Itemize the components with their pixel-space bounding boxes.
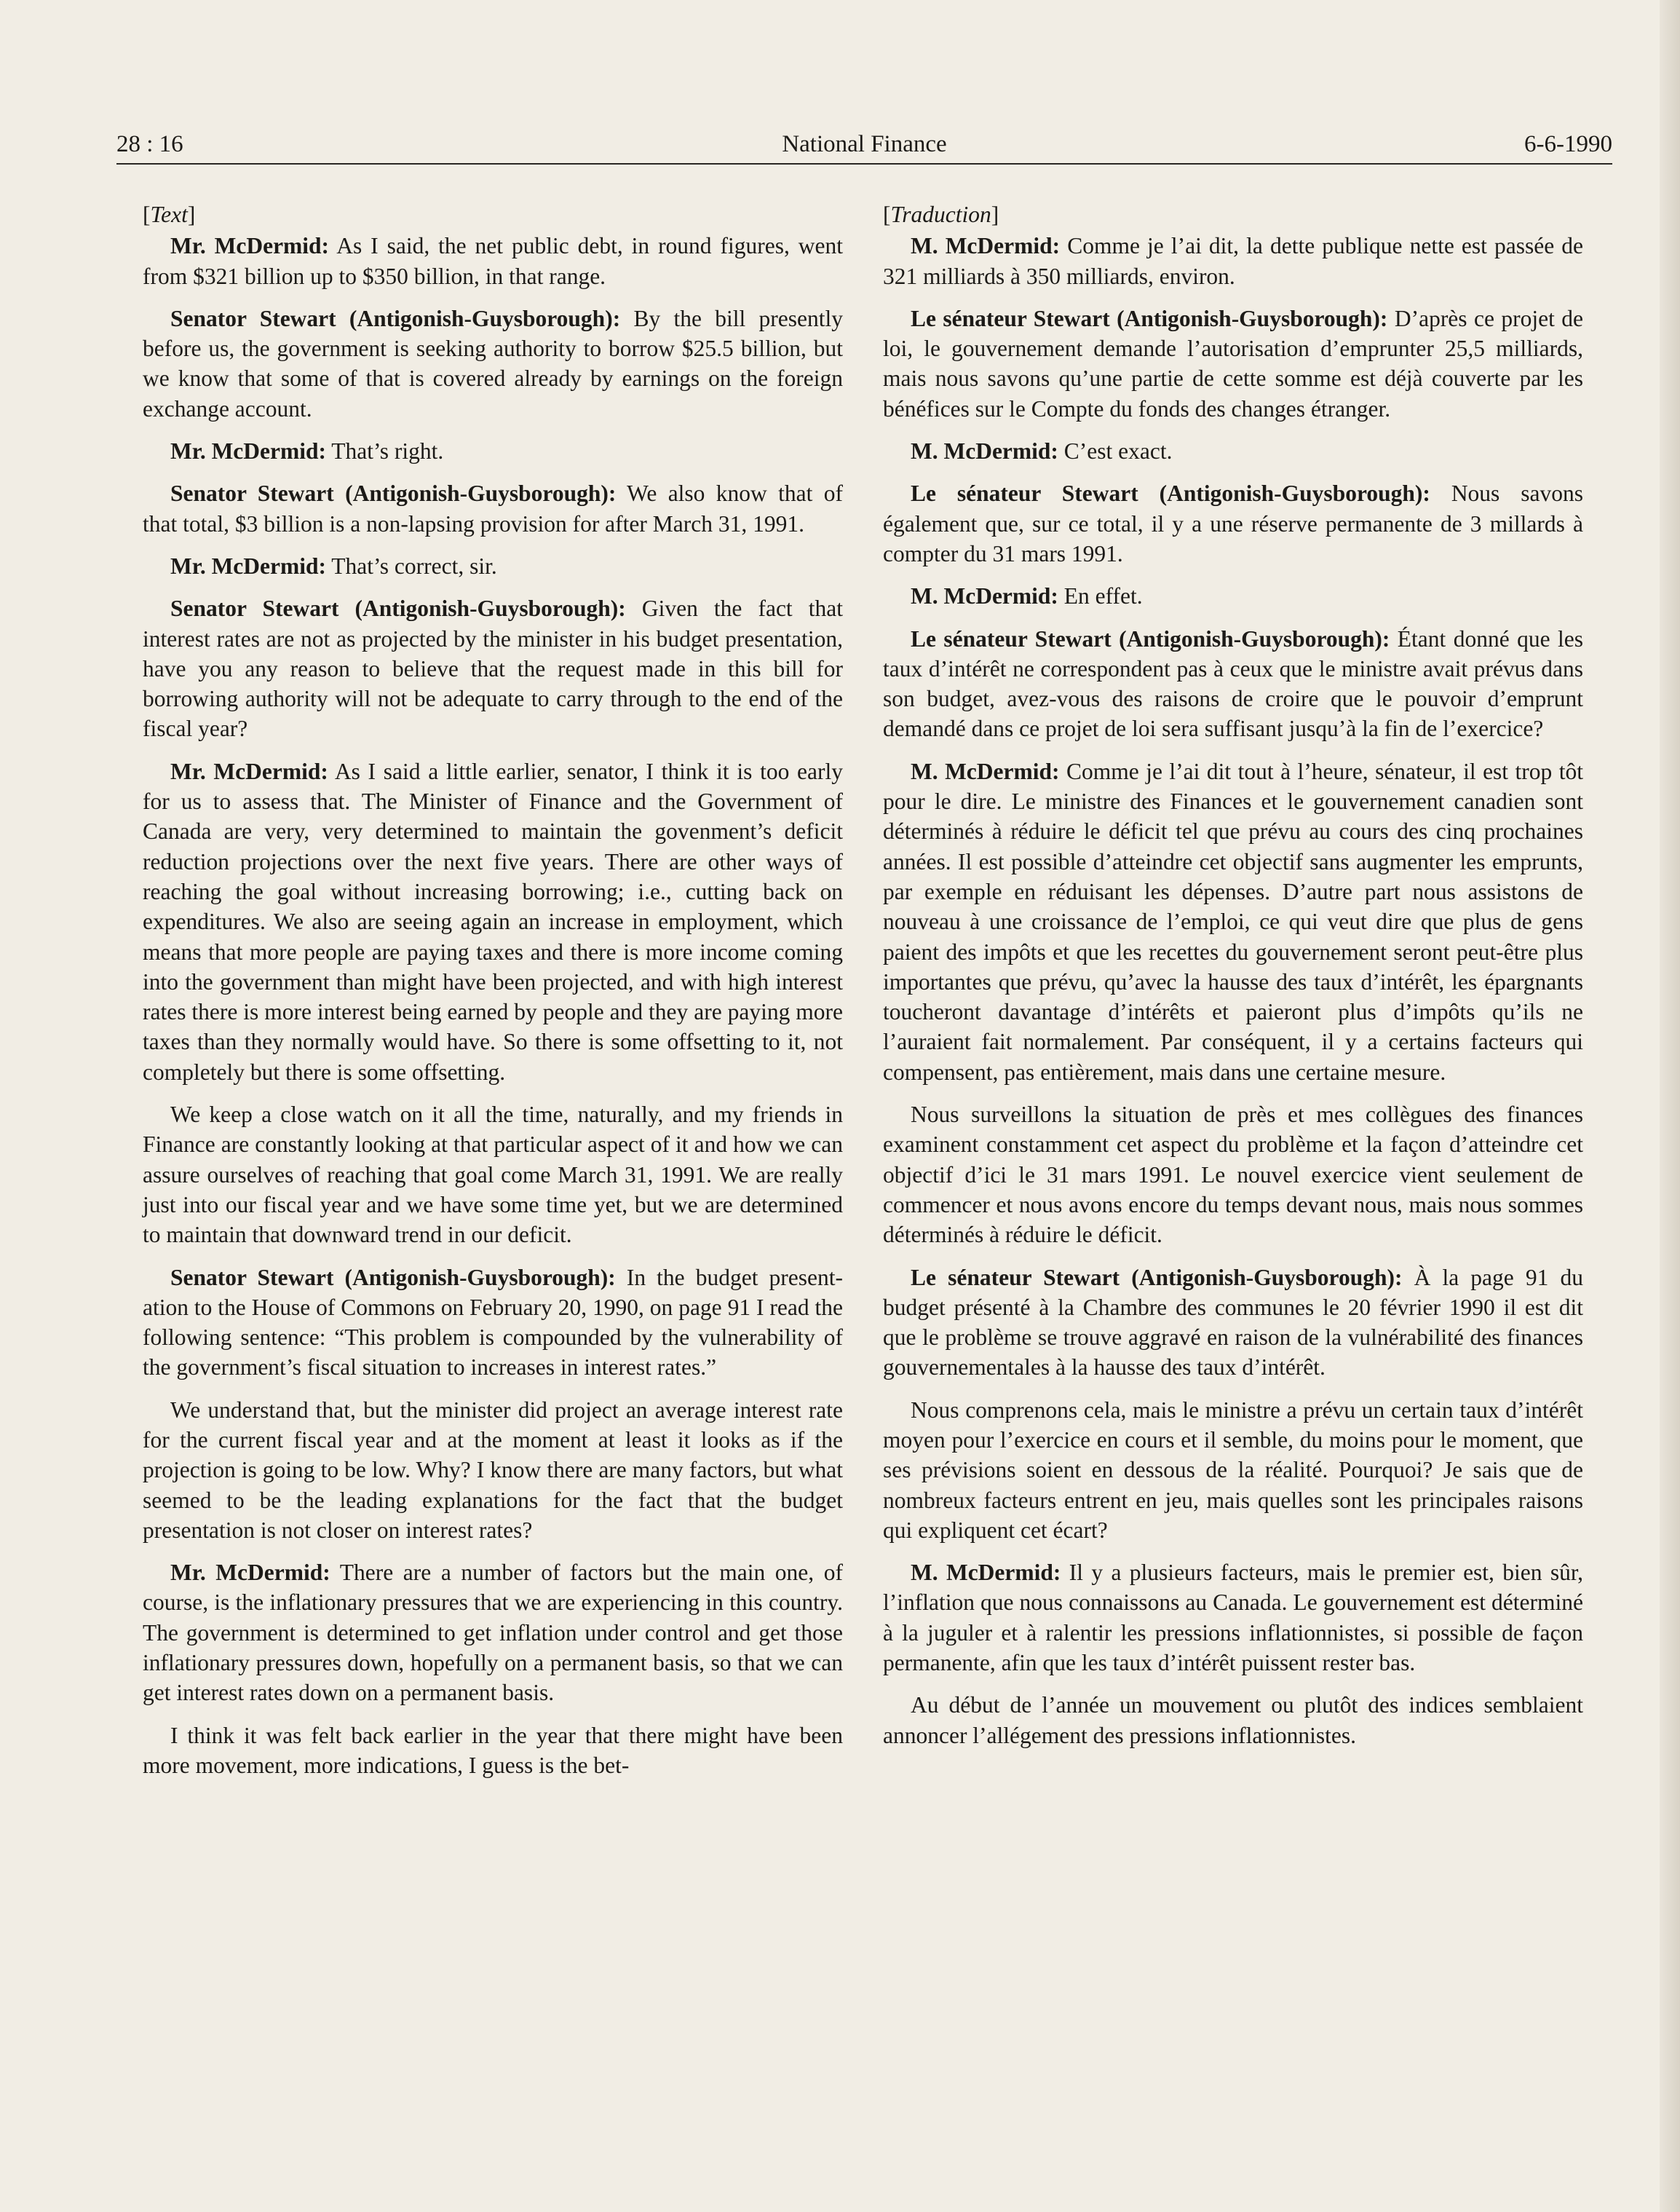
speaker-name: Le sénateur Stewart (Antigonish-Guysborough):: [911, 1264, 1403, 1290]
header-rule: [116, 163, 1612, 165]
speaker-name: Mr. McDermid:: [170, 1560, 330, 1586]
page-number: 28 : 16: [116, 131, 183, 157]
transcript-paragraph: [883, 624, 1583, 744]
page-edge-shadow: [1660, 0, 1680, 2212]
speaker-name: Senator Stewart (Antigonish-Guysborough):: [170, 596, 626, 622]
english-column: [143, 200, 843, 1793]
transcript-paragraph: [883, 1395, 1583, 1545]
speaker-name: M. McDermid:: [911, 758, 1060, 784]
paragraph-text: Comme je l’ai dit tout à l’heure, sénateur, il est trop tôt pour le dire. Le ministre des Finances et le gouvernement canadien sont déterminés à réduire le déficit tel que prévu au cours des cinq prochaines années. Il est possible d’atteindre cet objectif sans augmenter les emprunts, par exemple en réduisant les dépenses. D’autre part nous assistons de nouveau à une croissance de l’emploi, ce qui veut dire que plus de gens paient des impôts et que les recettes du gouvernement seront peut-être plus importantes que prévu, qu’avec la hausse des taux d’intérêt, les épargnants toucheront davantage d’intérêts et paieront plus d’impôts qu’ils ne l’auraient fait normalement. Par conséquent, il y a certains facteurs qui compensent, pas entièrement, mais dans une certaine mesure.: [883, 758, 1584, 1085]
speaker-name: Mr. McDermid:: [170, 553, 326, 579]
transcript-paragraph: [143, 1099, 843, 1249]
paragraph-text: En effet.: [1058, 583, 1143, 609]
paragraph-text: D’après ce projet de loi, le gouvernement demande l’autorisation d’emprunter 25,5 milliards, mais nous savons qu’une partie de cette somme est déjà couverte par les bénéfices sur le Compte du fonds des changes étranger.: [883, 305, 1584, 422]
speaker-name: Senator Stewart (Antigonish-Guysborough):: [170, 305, 621, 331]
transcript-paragraph: [143, 231, 843, 291]
section-label: [Traduction]: [883, 202, 999, 227]
paragraph-text: C’est exact.: [1058, 438, 1173, 465]
speaker-name: M. McDermid:: [911, 233, 1061, 259]
transcript-paragraph: [883, 231, 1583, 291]
transcript-paragraph: [143, 551, 843, 581]
transcript-paragraph: [883, 304, 1583, 424]
paragraph-text: That’s correct, sir.: [326, 553, 497, 579]
transcript-paragraph: [883, 581, 1583, 611]
transcript-paragraph: [883, 1099, 1583, 1249]
transcript-paragraph: [143, 478, 843, 539]
paragraph-text: We also know that of that total, $3 billion is a non-lapsing provision for after March 31, 1991.: [143, 481, 843, 537]
paragraph-text: Nous comprenons cela, mais le ministre a prévu un certain taux d’intérêt moyen pour l’exercice en cours et il semble, du moins pour le moment, que ses prévisions soient en dessous de la réalité. Pourquoi? Je sais que de nombreux facteurs entrent en jeu, mais quelles sont les principales raisons qui expliquent cet écart?: [883, 1397, 1583, 1543]
speaker-name: M. McDermid:: [911, 1560, 1061, 1586]
paragraph-text: In the budget present-ation to the House of Commons on February 20, 1990, on page 91 I read the following sentence: “This problem is compounded by the vulnerability of the government’s fiscal situation to increases in interest rates.”: [143, 1264, 843, 1380]
speaker-name: Le sénateur Stewart (Antigonish-Guysborough):: [911, 625, 1390, 652]
speaker-name: Mr. McDermid:: [170, 758, 328, 784]
transcript-paragraph: [883, 1557, 1583, 1678]
transcript-paragraph: [143, 593, 843, 743]
paragraph-text: Given the fact that interest rates are not as projected by the minister in his budget presentation, have you any reason to believe that the request made in this bill for borrowing authority will not be adequate to carry through to the end of the fiscal year?: [143, 596, 843, 742]
paragraph-text: Nous savons également que, sur ce total, il y a une réserve permanente de 3 millards à compter du 31 mars 1991.: [883, 481, 1583, 566]
paragraph-text: As I said a little earlier, senator, I think it is too early for us to assess that. The Minister of Finance and the Government of Canada are very, very determined to maintain the govenment’s deficit reduction projections over the next five years. There are other ways of reaching the goal without increasing borrowing; i.e., cutting back on expenditures. We also are seeing again an increase in employment, which means that more people are paying taxes and there is more income coming into the government than might have been projected, and with high interest rates there is more interest being earned by people and they are paying more taxes than they normally would have. So there is some offsetting to it, not completely but there is some offsetting.: [143, 758, 843, 1085]
paragraph-text: À la page 91 du budget présenté à la Chambre des communes le 20 février 1990 il est dit que le problème se trouve aggravé en raison de la vulnérabilité des finances gouvernementales à la hausse des taux d’intérêt.: [883, 1264, 1584, 1380]
paragraph-text: There are a number of factors but the main one, of course, is the inflationary pressures that we are experiencing in this country. The government is determined to get inflation under control and get those inflationary pressures down, hopefully on a permanent basis, so that we can get interest rates down on a permanent basis.: [143, 1560, 843, 1706]
section-label: [Text]: [143, 202, 196, 227]
paragraph-text: Comme je l’ai dit, la dette publique nette est passée de 321 milliards à 350 milliards, environ.: [883, 233, 1583, 289]
speaker-name: Mr. McDermid:: [170, 233, 330, 259]
publication-title: National Finance: [782, 131, 947, 157]
speaker-name: Le sénateur Stewart (Antigonish-Guysborough):: [911, 481, 1430, 507]
speaker-name: M. McDermid:: [911, 438, 1058, 465]
speaker-name: Le sénateur Stewart (Antigonish-Guysborough):: [911, 305, 1388, 331]
paragraph-text: We keep a close watch on it all the time, naturally, and my friends in Finance are constantly looking at that particular aspect of it and how we can assure ourselves of reaching that goal come March 31, 1991. We are really just into our fiscal year and we have some time yet, but we are determined to maintain that downward trend in our deficit.: [143, 1102, 843, 1248]
transcript-paragraph: [883, 757, 1583, 1087]
transcript-paragraph: [143, 1721, 843, 1781]
paragraph-text: By the bill presently before us, the government is seeking authority to borrow $25.5 billion, but we know that some of that is covered already by earnings on the foreign exchange account.: [143, 305, 843, 422]
transcript-paragraph: [143, 1395, 843, 1545]
transcript-paragraph: [883, 1263, 1583, 1383]
french-column: [883, 200, 1583, 1763]
speaker-name: Mr. McDermid:: [170, 438, 326, 465]
transcript-paragraph: [883, 436, 1583, 466]
paragraph-text: That’s right.: [326, 438, 444, 465]
publication-date: 6-6-1990: [1524, 131, 1612, 157]
transcript-paragraph: [883, 1690, 1583, 1750]
transcript-paragraph: [143, 1557, 843, 1707]
paragraph-text: We understand that, but the minister did project an average interest rate for the current fiscal year and at the moment at least it looks as if the projection is going to be low. Why? I know there are many factors, but what seemed to be the leading explanations for the fact that the budget presentation is not closer on interest rates?: [143, 1397, 843, 1543]
transcript-paragraph: [883, 478, 1583, 569]
paragraph-text: Nous surveillons la situation de près et mes collègues des finances examinent constamment cet aspect du problème et la façon d’atteindre cet objectif d’ici le 31 mars 1991. Le nouvel exercice vient seulement de commencer et nous avons encore du temps devant nous, mais nous sommes déterminés à réduire le déficit.: [883, 1102, 1583, 1248]
speaker-name: Senator Stewart (Antigonish-Guysborough):: [170, 481, 617, 507]
running-header: [116, 130, 1612, 166]
paragraph-text: Étant donné que les taux d’intérêt ne correspondent pas à ceux que le ministre avait prévus dans son budget, avez-vous des raisons de croire que le pouvoir d’emprunt demandé dans ce projet de loi sera suffisant jusqu’à la fin de l’exercice?: [883, 625, 1583, 742]
transcript-paragraph: [143, 757, 843, 1087]
paragraph-text: I think it was felt back earlier in the year that there might have been more movement, more indications, I guess is the bet-: [143, 1722, 843, 1778]
paragraph-text: Au début de l’année un mouvement ou plutôt des indices semblaient annoncer l’allégement des pressions inflationnistes.: [883, 1692, 1583, 1748]
speaker-name: M. McDermid:: [911, 583, 1058, 609]
paragraph-text: Il y a plusieurs facteurs, mais le premier est, bien sûr, l’inflation que nous connaissons au Canada. Le gouvernement est déterminé à la juguler et à ralentir les pressions inflationnistes, si possible de façon permanente, afin que les taux d’intérêt puissent rester bas.: [883, 1560, 1583, 1676]
transcript-paragraph: [143, 304, 843, 424]
paragraph-text: As I said, the net public debt, in round figures, went from $321 billion up to $350 billion, in that range.: [143, 233, 843, 289]
transcript-paragraph: [143, 436, 843, 466]
speaker-name: Senator Stewart (Antigonish-Guysborough):: [170, 1264, 616, 1290]
transcript-paragraph: [143, 1263, 843, 1383]
